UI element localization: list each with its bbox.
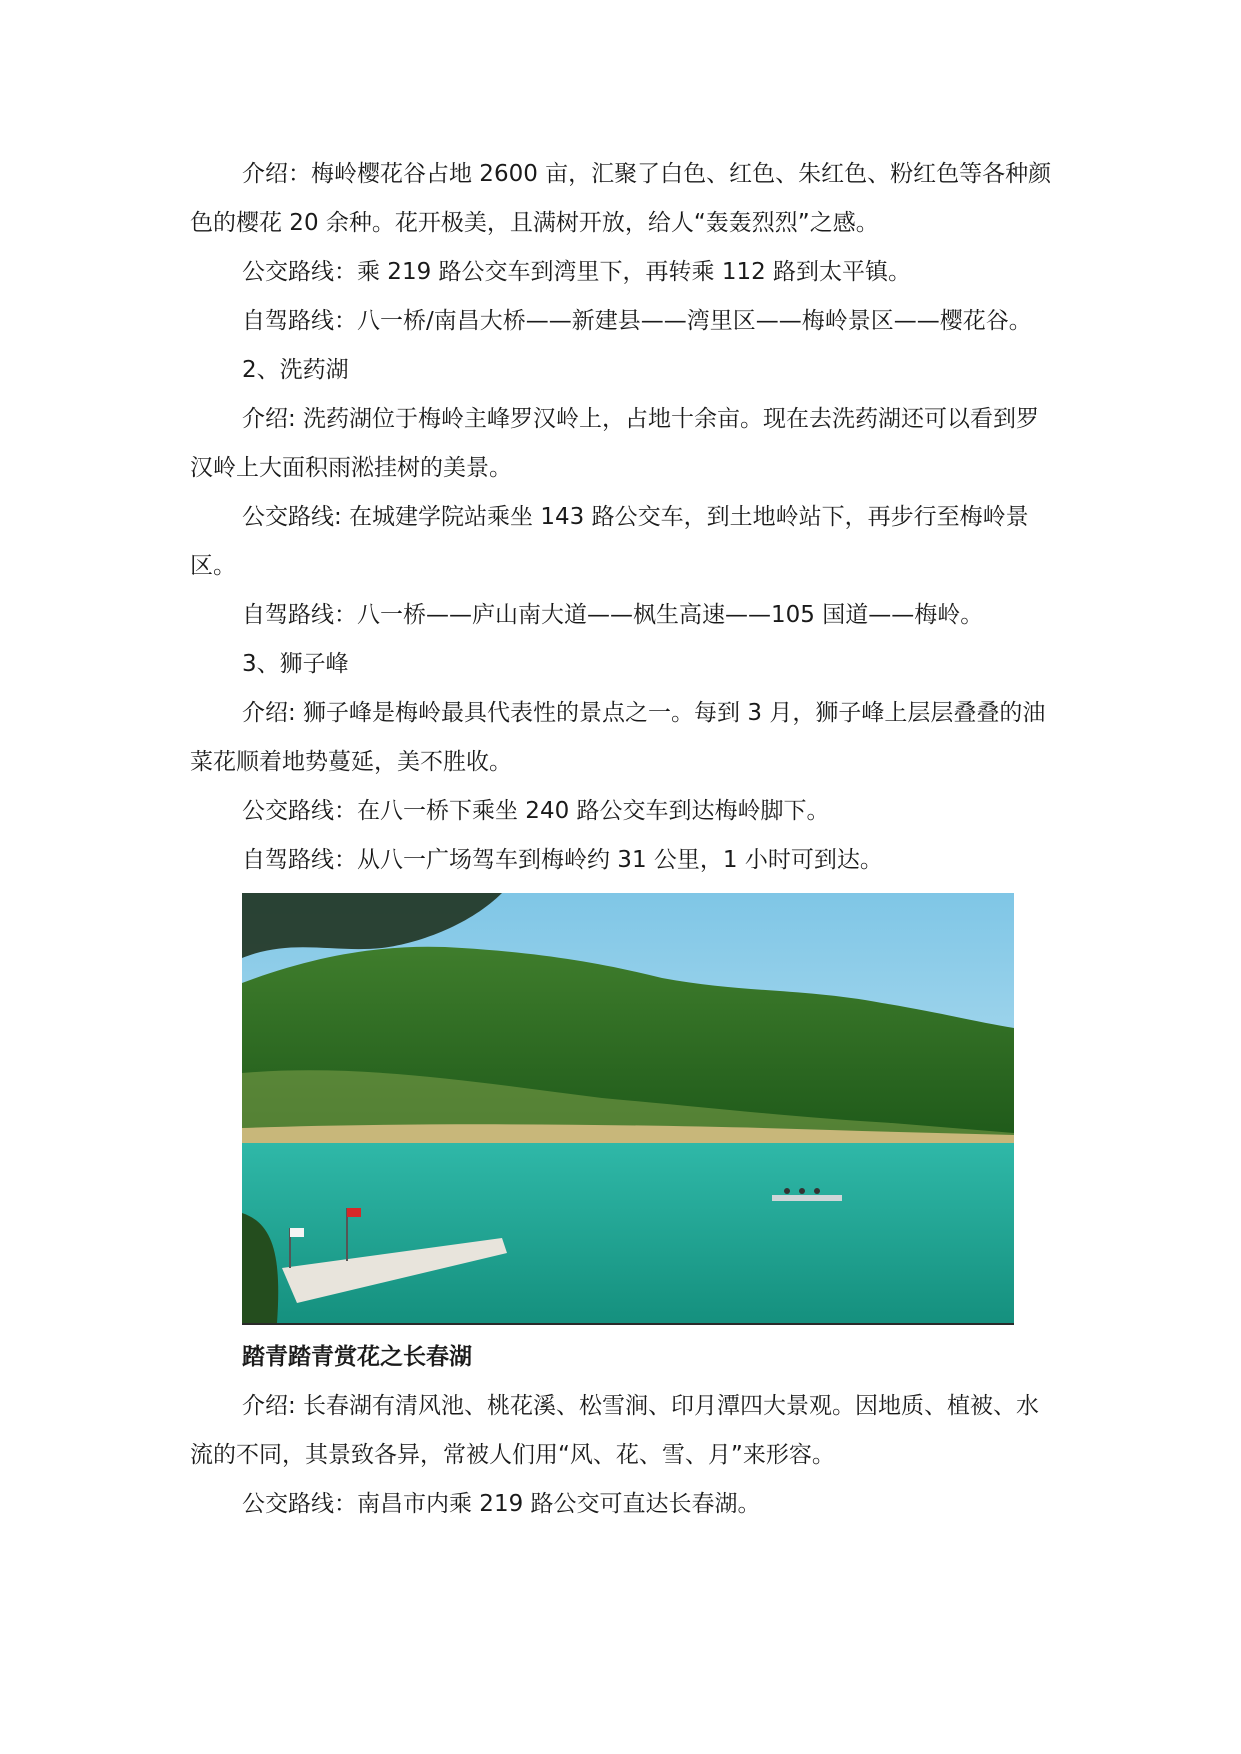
boat-passenger	[799, 1188, 805, 1194]
boat-passenger	[814, 1188, 820, 1194]
document-body	[190, 150, 1060, 1529]
lake-water	[242, 1143, 1014, 1323]
section-2-bus-route: 公交路线: 在城建学院站乘坐 143 路公交车，到土地岭站下，再步行至梅岭景区。	[190, 504, 1029, 579]
changchun-lake-heading: 踏青踏青赏花之长春湖	[242, 1344, 472, 1370]
section-3-bus-route: 公交路线：在八一桥下乘坐 240 路公交车到达梅岭脚下。	[242, 798, 830, 824]
white-flag	[290, 1228, 304, 1237]
section-2-title: 2、洗药湖	[242, 357, 349, 383]
section-3-title: 3、狮子峰	[242, 651, 349, 677]
meiling-cherry-bus-route: 公交路线：乘 219 路公交车到湾里下，再转乘 112 路到太平镇。	[242, 259, 912, 285]
section-2-intro: 介绍: 洗药湖位于梅岭主峰罗汉岭上，占地十余亩。现在去洗药湖还可以看到罗汉岭上大面积雨淞挂树的美景。	[190, 406, 1040, 481]
boat	[772, 1195, 842, 1201]
boat-passenger	[784, 1188, 790, 1194]
red-flag	[347, 1208, 361, 1217]
section-2-drive-route: 自驾路线：八一桥——庐山南大道——枫生高速——105 国道——梅岭。	[242, 602, 984, 628]
changchun-lake-intro: 介绍: 长春湖有清风池、桃花溪、松雪涧、印月潭四大景观。因地质、植被、水流的不同，其景致各异，常被人们用“风、花、雪、月”来形容。	[190, 1393, 1040, 1468]
meiling-cherry-drive-route: 自驾路线：八一桥/南昌大桥——新建县——湾里区——梅岭景区——樱花谷。	[242, 308, 1032, 334]
changchun-lake-bus-route: 公交路线：南昌市内乘 219 路公交可直达长春湖。	[242, 1491, 761, 1517]
section-3-intro: 介绍: 狮子峰是梅岭最具代表性的景点之一。每到 3 月，狮子峰上层层叠叠的油菜花顺着地势蔓延，美不胜收。	[190, 700, 1046, 775]
meiling-cherry-intro: 介绍：梅岭樱花谷占地 2600 亩，汇聚了白色、红色、朱红色、粉红色等各种颜色的樱花 20 余种。花开极美，且满树开放，给人“轰轰烈烈”之感。	[190, 161, 1052, 236]
lake-landscape-photo	[242, 893, 1014, 1325]
section-3-drive-route: 自驾路线：从八一广场驾车到梅岭约 31 公里，1 小时可到达。	[242, 847, 883, 873]
